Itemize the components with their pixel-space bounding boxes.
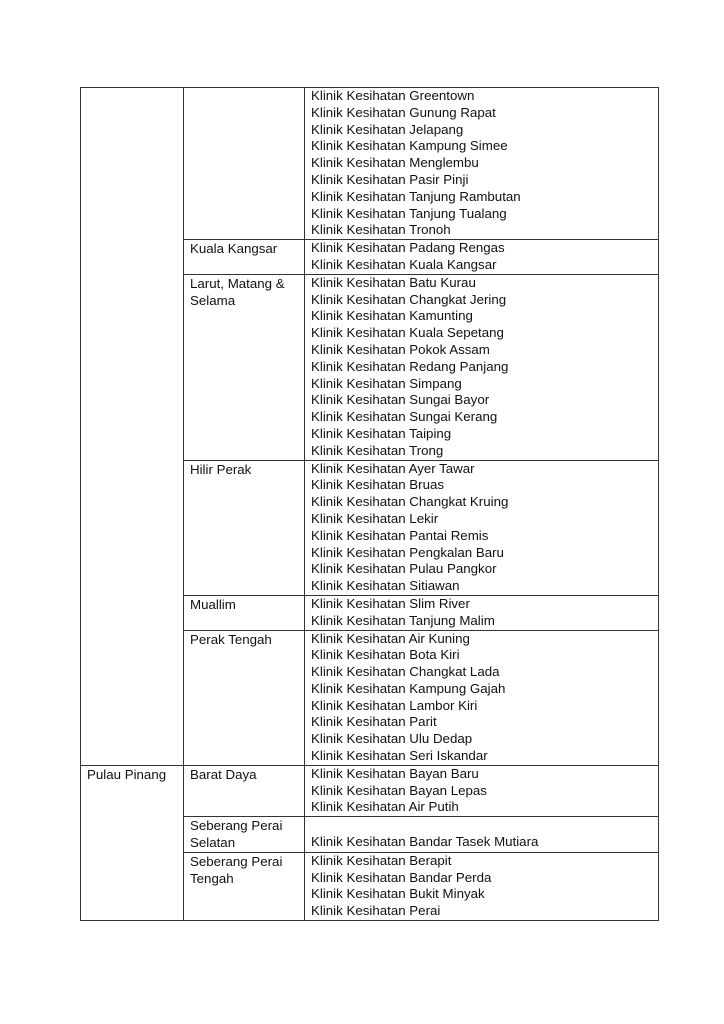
- list-item: Klinik Kesihatan Lekir: [311, 510, 439, 526]
- clinics-cell: [305, 817, 659, 853]
- clinics-cell: [305, 88, 659, 240]
- list-item: Klinik Kesihatan Bruas: [311, 477, 445, 493]
- clinics-cell: [305, 595, 659, 630]
- list-item: Klinik Kesihatan Kampung Simee: [311, 138, 508, 154]
- list-item: Klinik Kesihatan Perai: [311, 903, 441, 919]
- list-item: Klinik Kesihatan Sungai Kerang: [311, 409, 498, 425]
- clinics-cell: [305, 852, 659, 920]
- list-item: Klinik Kesihatan Greentown: [311, 88, 475, 103]
- district-cell: [184, 765, 305, 816]
- district-label: Kuala Kangsar: [190, 241, 278, 257]
- district-label: [190, 817, 304, 852]
- list-item: Klinik Kesihatan Tanjung Malim: [311, 612, 495, 628]
- district-label: Hilir Perak: [190, 461, 252, 477]
- list-item: Klinik Kesihatan Pantai Remis: [311, 527, 489, 543]
- list-item: Klinik Kesihatan Air Putih: [311, 799, 459, 815]
- clinic-list: [311, 766, 658, 816]
- list-item: Klinik Kesihatan Pengkalan Baru: [311, 544, 504, 560]
- district-cell: [184, 274, 305, 460]
- state-label: Pulau Pinang: [87, 766, 167, 782]
- list-item: Klinik Kesihatan Lambor Kiri: [311, 697, 478, 713]
- list-item: Klinik Kesihatan Bandar Tasek Mutiara: [311, 834, 539, 850]
- table-row: [81, 88, 659, 240]
- district-cell: [184, 630, 305, 765]
- clinic-list: [311, 275, 658, 460]
- district-label: Perak Tengah: [190, 631, 272, 647]
- list-item: Klinik Kesihatan Bukit Minyak: [311, 886, 485, 902]
- list-item: Klinik Kesihatan Menglembu: [311, 155, 479, 171]
- list-item: Klinik Kesihatan Trong: [311, 442, 444, 458]
- clinics-cell: [305, 765, 659, 816]
- district-label-line: Seberang Perai: [190, 818, 283, 834]
- list-item: Klinik Kesihatan Berapit: [311, 852, 452, 868]
- list-item: Klinik Kesihatan Redang Panjang: [311, 358, 509, 374]
- list-item: Klinik Kesihatan Tanjung Rambutan: [311, 188, 521, 204]
- district-label-line: Tengah: [190, 870, 234, 886]
- clinic-list: [311, 461, 658, 595]
- district-cell: [184, 595, 305, 630]
- list-item: Klinik Kesihatan Sitiawan: [311, 578, 460, 594]
- list-item: Klinik Kesihatan Changkat Lada: [311, 664, 500, 680]
- district-label-line: Selatan: [190, 835, 236, 851]
- district-label: Muallim: [190, 596, 236, 612]
- list-item: Klinik Kesihatan Changkat Jering: [311, 291, 507, 307]
- list-item: Klinik Kesihatan Seri Iskandar: [311, 748, 488, 764]
- district-cell: [184, 460, 305, 595]
- list-item: Klinik Kesihatan Tanjung Tualang: [311, 205, 507, 221]
- clinic-list: [311, 240, 658, 274]
- clinic-list: [311, 596, 658, 630]
- district-label-line: Larut, Matang &: [190, 275, 285, 291]
- list-item: Klinik Kesihatan Sungai Bayor: [311, 392, 490, 408]
- list-item: Klinik Kesihatan Pulau Pangkor: [311, 561, 497, 577]
- list-item: Klinik Kesihatan Batu Kurau: [311, 274, 476, 290]
- list-item: Klinik Kesihatan Ulu Dedap: [311, 731, 473, 747]
- list-item: Klinik Kesihatan Ayer Tawar: [311, 460, 475, 476]
- district-cell: [184, 88, 305, 240]
- list-item: Klinik Kesihatan Padang Rengas: [311, 240, 505, 256]
- clinic-list: [311, 631, 658, 765]
- list-item: Klinik Kesihatan Simpang: [311, 375, 462, 391]
- list-item: Klinik Kesihatan Taiping: [311, 425, 452, 441]
- list-item: Klinik Kesihatan Tronoh: [311, 222, 451, 238]
- clinic-list: [311, 88, 658, 239]
- list-item: Klinik Kesihatan Gunung Rapat: [311, 104, 496, 120]
- clinics-cell: [305, 630, 659, 765]
- clinic-list: [311, 817, 658, 851]
- clinic-list: [311, 853, 658, 920]
- district-cell: [184, 240, 305, 275]
- list-item: Klinik Kesihatan Bayan Baru: [311, 765, 479, 781]
- list-item: Klinik Kesihatan Changkat Kruing: [311, 494, 509, 510]
- clinics-cell: [305, 240, 659, 275]
- district-label: Barat Daya: [190, 766, 257, 782]
- list-item: Klinik Kesihatan Kuala Sepetang: [311, 325, 504, 341]
- clinic-table: [80, 87, 659, 921]
- list-item: Klinik Kesihatan Kamunting: [311, 308, 473, 324]
- list-item: Klinik Kesihatan Pokok Assam: [311, 341, 490, 357]
- district-label-line: Seberang Perai: [190, 853, 283, 869]
- list-item: Klinik Kesihatan Bandar Perda: [311, 869, 492, 885]
- district-cell: [184, 852, 305, 920]
- list-item: Klinik Kesihatan Bayan Lepas: [311, 782, 487, 798]
- list-item: Klinik Kesihatan Air Kuning: [311, 630, 470, 646]
- clinics-cell: [305, 274, 659, 460]
- list-item: Klinik Kesihatan Parit: [311, 714, 437, 730]
- state-cell-perak: [81, 88, 184, 766]
- state-cell-pulau-pinang: [81, 765, 184, 920]
- district-label: [190, 853, 304, 888]
- list-item: Klinik Kesihatan Jelapang: [311, 121, 464, 137]
- district-label: [190, 275, 304, 310]
- list-item: Klinik Kesihatan Kuala Kangsar: [311, 256, 497, 272]
- list-item: Klinik Kesihatan Pasir Pinji: [311, 171, 469, 187]
- district-cell: [184, 817, 305, 853]
- list-item: Klinik Kesihatan Kampung Gajah: [311, 680, 506, 696]
- list-item: Klinik Kesihatan Bota Kiri: [311, 647, 460, 663]
- district-label-line: Selama: [190, 292, 236, 308]
- clinics-cell: [305, 460, 659, 595]
- list-item: Klinik Kesihatan Slim River: [311, 595, 470, 611]
- table-row: [81, 765, 659, 816]
